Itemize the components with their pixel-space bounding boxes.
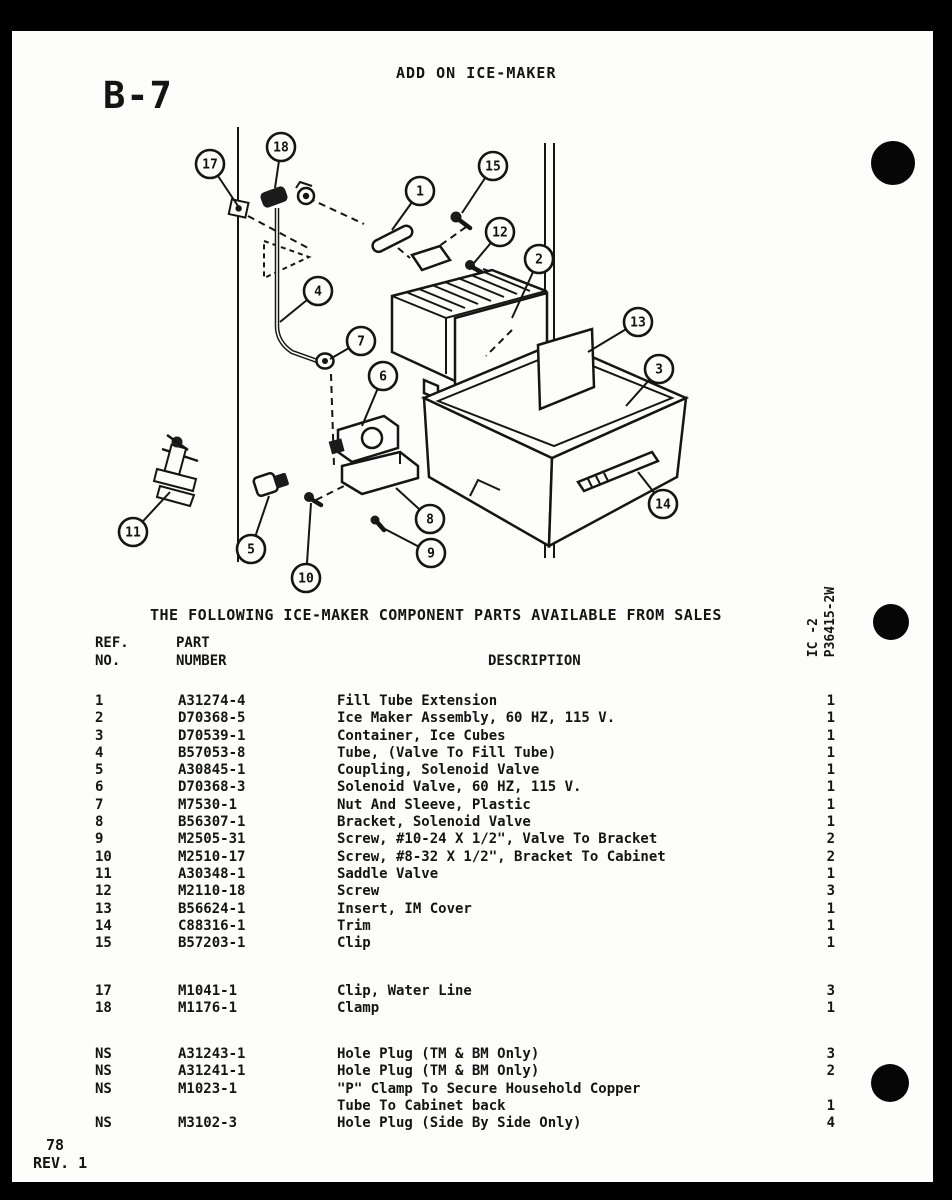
cell-quantity: 1	[826, 779, 835, 796]
table-row	[0, 797, 952, 814]
cell-part-number: M1041-1	[178, 983, 238, 999]
side-code-line2: P36415-2W	[822, 586, 838, 658]
cell-description: Bracket, Solenoid Valve	[337, 814, 531, 831]
callout-12	[474, 218, 514, 263]
svg-text:3: 3	[655, 362, 663, 378]
cell-description: Screw, #8-32 X 1/2", Bracket To Cabinet	[337, 848, 666, 865]
water-line-clip	[229, 199, 249, 217]
cell-quantity: 1	[826, 814, 835, 831]
table-row	[0, 831, 952, 848]
col-header-description: DESCRIPTION	[488, 653, 581, 669]
table-row	[0, 762, 952, 779]
cell-quantity: 1	[826, 865, 835, 882]
cell-quantity: 2	[826, 1063, 835, 1080]
callout-7	[330, 327, 375, 359]
table-row	[0, 918, 952, 935]
cell-ref-no: 9	[95, 831, 104, 848]
cell-part-number: B56307-1	[178, 814, 246, 831]
svg-text:18: 18	[273, 140, 289, 156]
table-row	[0, 710, 952, 727]
cell-description: Screw, #10-24 X 1/2", Valve To Bracket	[337, 831, 658, 848]
side-code-block	[752, 552, 892, 692]
cell-ref-no: 17	[95, 983, 112, 999]
cell-quantity: 1	[826, 710, 835, 727]
nut-and-sleeve	[317, 354, 334, 369]
cell-part-number: A30348-1	[178, 865, 246, 882]
svg-text:14: 14	[655, 497, 671, 513]
cell-description: Tube, (Valve To Fill Tube)	[337, 744, 557, 761]
parts-list-heading: THE FOLLOWING ICE-MAKER COMPONENT PARTS AVAILABLE FROM SALES	[150, 606, 722, 624]
cell-part-number: M3102-3	[178, 1115, 238, 1132]
cell-description: Clip, Water Line	[337, 983, 472, 999]
cell-part-number: M7530-1	[178, 796, 238, 813]
col-header-ref-2: NO.	[95, 653, 121, 669]
cell-quantity: 1	[826, 762, 835, 779]
cell-description: Clamp	[337, 1000, 380, 1017]
callout-10	[292, 503, 320, 592]
svg-text:15: 15	[485, 159, 501, 175]
coupling	[253, 469, 290, 497]
cell-description: Fill Tube Extension	[337, 693, 498, 709]
side-code-line1: IC -2	[805, 618, 821, 658]
cell-quantity: 2	[826, 831, 835, 848]
cell-part-number: D70539-1	[178, 727, 246, 744]
cell-part-number: A31241-1	[178, 1063, 246, 1080]
cell-ref-no: 15	[95, 935, 112, 952]
page-number: 78	[46, 1136, 65, 1154]
cell-ref-no: NS	[95, 1046, 112, 1062]
cell-description: Container, Ice Cubes	[337, 727, 506, 744]
cell-ref-no: 3	[95, 727, 104, 744]
cell-quantity: 1	[826, 693, 835, 709]
cell-part-number: B57203-1	[178, 935, 246, 952]
table-row	[0, 1098, 952, 1115]
cell-quantity: 1	[826, 796, 835, 813]
cell-description: Trim	[337, 917, 371, 934]
cell-description: Tube To Cabinet back	[337, 1097, 506, 1114]
screw-12	[465, 260, 481, 272]
table-row	[0, 849, 952, 866]
cell-quantity: 1	[826, 917, 835, 934]
table-row	[0, 745, 952, 762]
table-row	[0, 935, 952, 952]
table-row	[0, 779, 952, 796]
saddle-valve	[154, 435, 198, 506]
section-label: B-7	[103, 74, 173, 117]
callout-15	[462, 152, 507, 213]
cell-description: "P" Clamp To Secure Household Copper	[337, 1080, 641, 1097]
page-title: ADD ON ICE-MAKER	[396, 64, 557, 82]
cell-description: Insert, IM Cover	[337, 900, 472, 917]
col-header-part-1: PART	[176, 635, 210, 651]
table-row	[0, 1081, 952, 1098]
svg-text:8: 8	[426, 512, 434, 528]
cell-ref-no: 13	[95, 900, 112, 917]
callout-18	[267, 133, 295, 188]
svg-text:2: 2	[535, 252, 543, 268]
cell-description: Clip	[337, 935, 371, 952]
svg-text:7: 7	[357, 334, 365, 350]
cell-ref-no: 1	[95, 693, 104, 709]
cell-part-number: A31274-4	[178, 693, 246, 709]
table-row	[0, 693, 952, 710]
callout-11	[119, 492, 170, 546]
cell-description: Screw	[337, 883, 380, 900]
cell-description: Coupling, Solenoid Valve	[337, 762, 540, 779]
cell-description: Saddle Valve	[337, 865, 439, 882]
svg-text:13: 13	[630, 315, 646, 331]
cell-ref-no: 14	[95, 917, 112, 934]
table-row	[0, 728, 952, 745]
cell-quantity: 2	[826, 848, 835, 865]
cell-quantity: 4	[826, 1115, 835, 1132]
col-header-ref-1: REF.	[95, 635, 129, 651]
cell-description: Ice Maker Assembly, 60 HZ, 115 V.	[337, 710, 616, 727]
cell-part-number: M2510-17	[178, 848, 246, 865]
revision-label: REV. 1	[33, 1154, 88, 1172]
svg-text:6: 6	[379, 369, 387, 385]
table-row	[0, 983, 952, 1000]
cell-ref-no: 5	[95, 762, 104, 779]
cell-part-number: M1176-1	[178, 1000, 238, 1017]
callout-4	[280, 277, 332, 322]
cell-description: Hole Plug (TM & BM Only)	[337, 1046, 540, 1062]
cell-quantity: 1	[826, 1097, 835, 1114]
cell-quantity: 1	[826, 900, 835, 917]
clamp-part	[259, 185, 289, 209]
cell-part-number: A31243-1	[178, 1046, 246, 1062]
cell-ref-no: NS	[95, 1063, 112, 1080]
table-row	[0, 814, 952, 831]
cell-quantity: 1	[826, 1000, 835, 1017]
cell-ref-no: NS	[95, 1080, 112, 1097]
cell-part-number: B57053-8	[178, 744, 246, 761]
cell-part-number: D70368-5	[178, 710, 246, 727]
cell-part-number: A30845-1	[178, 762, 246, 779]
table-row	[0, 1000, 952, 1017]
callout-1	[392, 177, 434, 230]
cell-part-number: B56624-1	[178, 900, 246, 917]
cell-description: Hole Plug (TM & BM Only)	[337, 1063, 540, 1080]
cell-ref-no: 10	[95, 848, 112, 865]
callout-13	[588, 308, 652, 352]
callout-5	[237, 496, 269, 563]
cell-description: Hole Plug (Side By Side Only)	[337, 1115, 582, 1132]
svg-text:12: 12	[492, 225, 508, 241]
callout-8	[396, 488, 444, 533]
table-row	[0, 883, 952, 900]
cell-ref-no: 11	[95, 865, 112, 882]
table-row	[0, 1115, 952, 1132]
cell-ref-no: NS	[95, 1115, 112, 1132]
svg-text:10: 10	[298, 571, 314, 587]
cell-quantity: 3	[826, 883, 835, 900]
cell-ref-no: 2	[95, 710, 104, 727]
cell-quantity: 1	[826, 744, 835, 761]
table-row	[0, 866, 952, 883]
cell-ref-no: 6	[95, 779, 104, 796]
cell-part-number: M2110-18	[178, 883, 246, 900]
svg-text:17: 17	[202, 157, 218, 173]
col-header-part-2: NUMBER	[176, 653, 227, 669]
svg-text:11: 11	[125, 525, 141, 541]
cell-ref-no: 18	[95, 1000, 112, 1017]
cell-quantity: 3	[826, 983, 835, 999]
cell-quantity: 3	[826, 1046, 835, 1062]
cell-part-number: D70368-3	[178, 779, 246, 796]
cell-ref-no: 8	[95, 814, 104, 831]
table-row	[0, 901, 952, 918]
svg-text:4: 4	[314, 284, 322, 300]
callout-17	[196, 150, 238, 206]
tube-nut	[296, 182, 314, 204]
parts-table-ns	[0, 1046, 952, 1132]
cell-part-number: C88316-1	[178, 917, 246, 934]
parts-table-main	[0, 693, 952, 952]
cell-ref-no: 4	[95, 744, 104, 761]
svg-text:5: 5	[247, 542, 255, 558]
table-row	[0, 1063, 952, 1080]
parts-table-clips	[0, 983, 952, 1018]
svg-text:1: 1	[416, 184, 424, 200]
cell-quantity: 1	[826, 727, 835, 744]
screw-15	[451, 212, 471, 229]
cell-ref-no: 7	[95, 796, 104, 813]
cell-description: Solenoid Valve, 60 HZ, 115 V.	[337, 779, 582, 796]
table-row	[0, 1046, 952, 1063]
cell-ref-no: 12	[95, 883, 112, 900]
cell-part-number: M2505-31	[178, 831, 246, 848]
cell-part-number: M1023-1	[178, 1080, 238, 1097]
svg-text:9: 9	[427, 546, 435, 562]
cell-description: Nut And Sleeve, Plastic	[337, 796, 531, 813]
cell-quantity: 1	[826, 935, 835, 952]
